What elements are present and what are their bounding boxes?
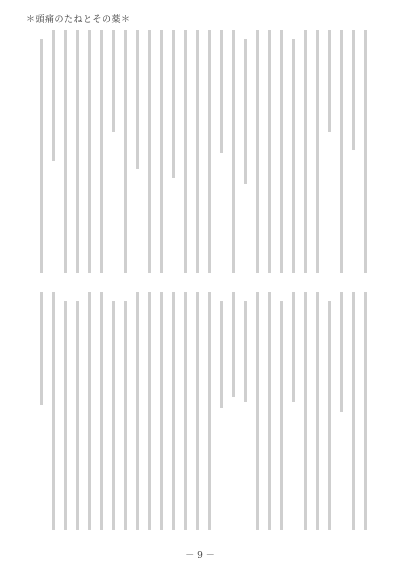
text-column: [241, 30, 250, 280]
text-column: [121, 292, 130, 537]
text-column: [193, 292, 202, 537]
text-line-placeholder: [196, 30, 199, 273]
text-column: [349, 30, 358, 280]
text-column: [241, 292, 250, 537]
text-tier-top: [30, 30, 370, 280]
text-line-placeholder: [328, 30, 331, 132]
text-line-placeholder: [172, 292, 175, 530]
text-column: [217, 30, 226, 280]
text-line-placeholder: [220, 301, 223, 408]
text-column: [205, 292, 214, 537]
text-column: [361, 292, 370, 537]
text-line-placeholder: [100, 292, 103, 530]
text-column: [133, 292, 142, 537]
text-line-placeholder: [220, 30, 223, 153]
text-line-placeholder: [148, 292, 151, 530]
text-column: [61, 292, 70, 537]
text-line-placeholder: [256, 292, 259, 530]
text-column: [217, 292, 226, 537]
text-line-placeholder: [232, 292, 235, 397]
text-line-placeholder: [316, 30, 319, 273]
text-column: [85, 292, 94, 537]
text-column: [97, 30, 106, 280]
text-column: [73, 292, 82, 537]
text-line-placeholder: [160, 292, 163, 530]
text-line-placeholder: [184, 292, 187, 530]
text-line-placeholder: [280, 301, 283, 530]
text-line-placeholder: [88, 292, 91, 530]
text-column: [109, 30, 118, 280]
text-column: [229, 30, 238, 280]
text-line-placeholder: [328, 301, 331, 530]
page-number: － 9 －: [185, 551, 215, 561]
text-line-placeholder: [364, 30, 367, 273]
text-line-placeholder: [112, 301, 115, 530]
text-line-placeholder: [160, 30, 163, 273]
text-column: [277, 30, 286, 280]
text-column: [169, 30, 178, 280]
text-column: [289, 30, 298, 280]
text-line-placeholder: [340, 30, 343, 273]
text-column: [85, 30, 94, 280]
text-column: [181, 292, 190, 537]
text-line-placeholder: [208, 30, 211, 273]
text-line-placeholder: [184, 30, 187, 273]
text-tier-bottom: [30, 292, 370, 537]
text-line-placeholder: [268, 292, 271, 530]
text-line-placeholder: [340, 292, 343, 412]
text-line-placeholder: [172, 30, 175, 178]
text-line-placeholder: [124, 301, 127, 530]
text-column: [169, 292, 178, 537]
text-line-placeholder: [316, 292, 319, 530]
text-line-placeholder: [148, 30, 151, 273]
text-column: [325, 292, 334, 537]
text-column: [313, 30, 322, 280]
text-column: [145, 30, 154, 280]
text-column: [325, 30, 334, 280]
text-column: [265, 30, 274, 280]
text-line-placeholder: [100, 30, 103, 273]
text-line-placeholder: [136, 292, 139, 530]
text-line-placeholder: [124, 30, 127, 273]
text-line-placeholder: [112, 30, 115, 132]
text-line-placeholder: [64, 301, 67, 530]
text-column: [73, 30, 82, 280]
text-column: [97, 292, 106, 537]
text-line-placeholder: [244, 301, 247, 402]
text-line-placeholder: [40, 292, 43, 405]
text-column: [37, 292, 46, 537]
text-column: [121, 30, 130, 280]
text-column: [265, 292, 274, 537]
text-column: [337, 30, 346, 280]
text-line-placeholder: [196, 292, 199, 530]
text-line-placeholder: [76, 30, 79, 273]
text-column: [301, 292, 310, 537]
text-column: [205, 30, 214, 280]
text-line-placeholder: [64, 30, 67, 273]
text-column: [313, 292, 322, 537]
text-line-placeholder: [364, 292, 367, 530]
text-column: [301, 30, 310, 280]
text-line-placeholder: [304, 30, 307, 273]
text-line-placeholder: [268, 30, 271, 273]
text-line-placeholder: [352, 30, 355, 150]
text-column: [49, 292, 58, 537]
text-column: [109, 292, 118, 537]
text-line-placeholder: [292, 292, 295, 402]
text-line-placeholder: [208, 292, 211, 530]
text-column: [337, 292, 346, 537]
text-line-placeholder: [76, 301, 79, 530]
text-line-placeholder: [352, 292, 355, 530]
text-column: [37, 30, 46, 280]
text-column: [289, 292, 298, 537]
text-line-placeholder: [52, 30, 55, 161]
text-line-placeholder: [40, 39, 43, 273]
text-column: [145, 292, 154, 537]
text-line-placeholder: [52, 292, 55, 530]
text-line-placeholder: [88, 30, 91, 273]
text-column: [349, 292, 358, 537]
text-line-placeholder: [304, 292, 307, 530]
text-line-placeholder: [256, 30, 259, 273]
text-column: [361, 30, 370, 280]
text-columns-bottom: [37, 292, 370, 537]
text-column: [181, 30, 190, 280]
text-column: [157, 30, 166, 280]
text-column: [49, 30, 58, 280]
text-column: [133, 30, 142, 280]
text-line-placeholder: [136, 30, 139, 169]
text-column: [253, 30, 262, 280]
text-column: [277, 292, 286, 537]
text-line-placeholder: [244, 39, 247, 184]
running-header: ＊頭痛のたねとその薬＊: [26, 15, 131, 25]
text-column: [229, 292, 238, 537]
text-column: [61, 30, 70, 280]
text-column: [193, 30, 202, 280]
text-line-placeholder: [292, 39, 295, 273]
text-column: [253, 292, 262, 537]
text-line-placeholder: [232, 30, 235, 273]
text-line-placeholder: [280, 30, 283, 273]
text-column: [157, 292, 166, 537]
text-columns-top: [37, 30, 370, 280]
